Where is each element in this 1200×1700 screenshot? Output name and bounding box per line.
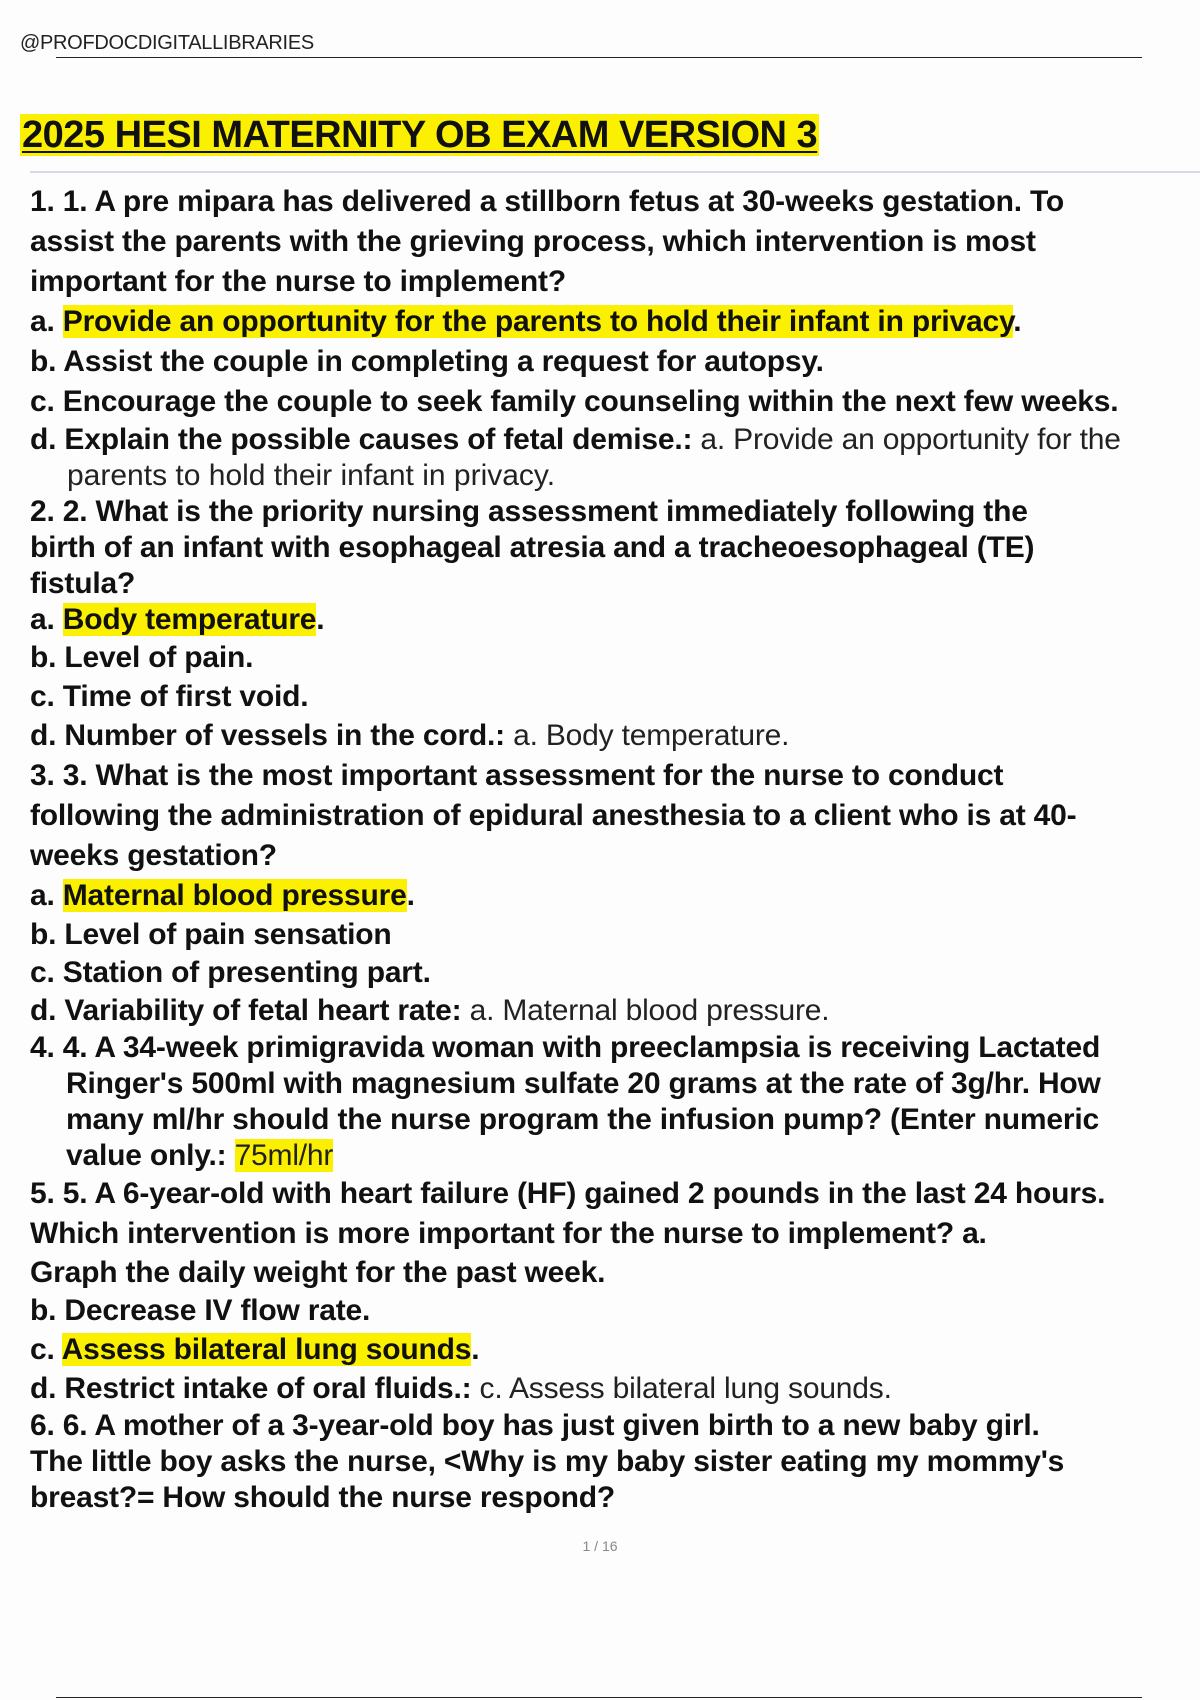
option-prefix: a. xyxy=(30,603,63,636)
highlighted-answer: 75ml/hr xyxy=(234,1139,334,1172)
question-2-option-b: b. Level of pain. xyxy=(30,641,254,674)
question-3-option-a xyxy=(30,876,1200,916)
question-5-option-c xyxy=(30,1330,1200,1370)
page-indicator: 1 / 16 xyxy=(582,1538,618,1554)
question-5-option-d xyxy=(30,1370,1200,1408)
question-2-line-1: 2. 2. What is the priority nursing assessment immediately following the xyxy=(30,495,1028,528)
option-prefix: a. xyxy=(30,879,63,912)
highlighted-answer: Maternal blood pressure xyxy=(62,879,407,912)
question-3-option-c: c. Station of presenting part. xyxy=(30,956,431,989)
question-2 xyxy=(30,494,1200,756)
question-4-line-1: 4. 4. A 34-week primigravida woman with preeclampsia is receiving Lactated xyxy=(30,1031,1101,1064)
title-divider xyxy=(30,171,1200,173)
answer-text: c. Assess bilateral lung sounds. xyxy=(471,1372,892,1405)
question-3-option-d xyxy=(30,992,1200,1030)
question-1-option-b: b. Assist the couple in completing a request for autopsy. xyxy=(30,345,824,378)
option-suffix: . xyxy=(406,879,415,912)
highlighted-answer: Provide an opportunity for the parents to hold their infant in privacy xyxy=(62,305,1014,338)
question-1 xyxy=(30,182,1200,494)
question-1-option-a xyxy=(30,302,1200,342)
question-1-option-d xyxy=(30,422,1200,458)
answer-text: a. Provide an opportunity for the xyxy=(692,423,1121,456)
question-2-line-2: birth of an infant with esophageal atresia and a tracheoesophageal (TE) xyxy=(30,531,1035,564)
answer-text: a. Body temperature. xyxy=(504,719,790,752)
question-3-line-1: 3. 3. What is the most important assessment for the nurse to conduct xyxy=(30,759,1004,792)
question-5-line-1: 5. 5. A 6-year-old with heart failure (HF) gained 2 pounds in the last 24 hours. xyxy=(30,1177,1106,1210)
question-3-line-2: following the administration of epidural anesthesia to a client who is at 40- xyxy=(30,799,1077,832)
option-prefix: c. xyxy=(30,1333,62,1366)
question-5 xyxy=(30,1174,1200,1408)
option-d-text: d. Number of vessels in the cord.: xyxy=(30,719,505,752)
question-5-option-b: b. Decrease IV flow rate. xyxy=(30,1294,371,1327)
highlighted-answer: Body temperature xyxy=(62,603,317,636)
option-suffix: . xyxy=(1013,305,1022,338)
page-title xyxy=(20,112,819,158)
question-3-line-3: weeks gestation? xyxy=(30,839,277,872)
question-5-line-3: Graph the daily weight for the past week. xyxy=(30,1256,606,1289)
question-3-option-b: b. Level of pain sensation xyxy=(30,918,392,951)
question-5-line-2: Which intervention is more important for the nurse to implement? a. xyxy=(30,1217,987,1250)
option-suffix: . xyxy=(471,1333,480,1366)
question-1-line-2: assist the parents with the grieving process, which intervention is most xyxy=(30,225,1036,258)
question-4-line-4 xyxy=(30,1138,1200,1174)
option-d-text: d. Restrict intake of oral fluids.: xyxy=(30,1372,472,1405)
question-1-line-1: 1. 1. A pre mipara has delivered a stillborn fetus at 30-weeks gestation. To xyxy=(30,185,1065,218)
footer-divider xyxy=(56,1697,1142,1698)
option-d-text: d. Variability of fetal heart rate: xyxy=(30,994,462,1027)
answer-text: a. Maternal blood pressure. xyxy=(461,994,830,1027)
header-divider xyxy=(56,57,1142,58)
answer-continuation: parents to hold their infant in privacy. xyxy=(67,459,556,492)
question-4-line-2: Ringer's 500ml with magnesium sulfate 20 grams at the rate of 3g/hr. How xyxy=(66,1067,1101,1100)
question-2-line-3: fistula? xyxy=(30,567,136,600)
question-2-option-c: c. Time of first void. xyxy=(30,680,309,713)
question-4-line-3: many ml/hr should the nurse program the infusion pump? (Enter numeric xyxy=(66,1103,1099,1136)
header-watermark: @PROFDOCDIGITALLIBRARIES xyxy=(20,32,314,54)
question-4-line-4-text: value only.: xyxy=(66,1139,227,1172)
question-1-line-3: important for the nurse to implement? xyxy=(30,265,566,298)
option-d-text: d. Explain the possible causes of fetal demise.: xyxy=(30,423,693,456)
question-6 xyxy=(30,1408,1200,1516)
question-4 xyxy=(30,1030,1200,1174)
question-1-option-c: c. Encourage the couple to seek family counseling within the next few weeks. xyxy=(30,385,1119,418)
highlighted-answer: Assess bilateral lung sounds xyxy=(61,1333,472,1366)
question-6-line-2: The little boy asks the nurse, <Why is my baby sister eating my mommy's xyxy=(30,1445,1065,1478)
option-suffix: . xyxy=(316,603,325,636)
question-2-option-a xyxy=(30,602,1200,638)
question-2-option-d xyxy=(30,716,1200,756)
document-body xyxy=(30,182,1200,1516)
title-highlight: 2025 HESI MATERNITY OB EXAM VERSION 3 xyxy=(22,114,818,156)
question-3 xyxy=(30,756,1200,1030)
option-prefix: a. xyxy=(30,305,63,338)
question-6-line-3: breast?= How should the nurse respond? xyxy=(30,1481,615,1514)
question-6-line-1: 6. 6. A mother of a 3-year-old boy has just given birth to a new baby girl. xyxy=(30,1409,1040,1442)
